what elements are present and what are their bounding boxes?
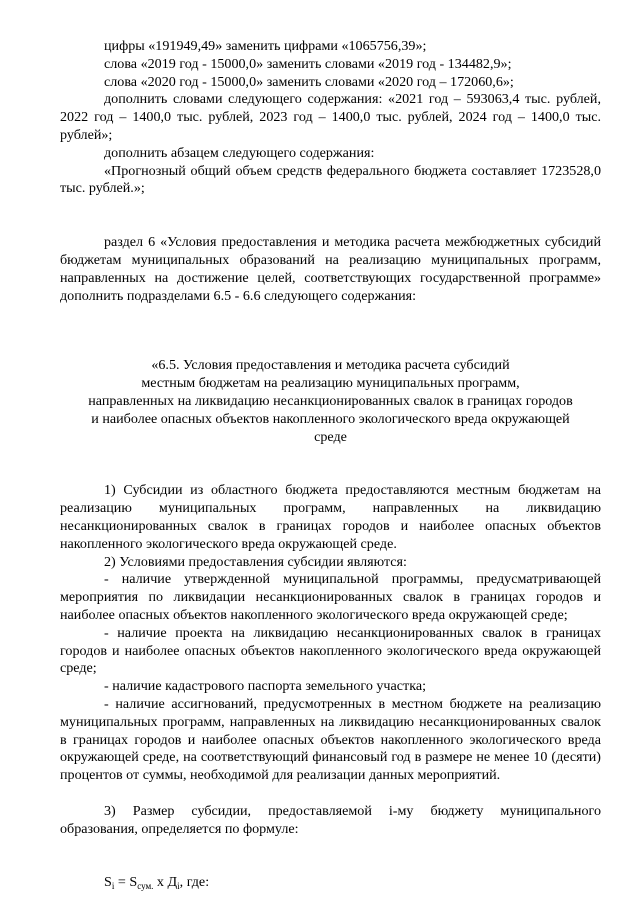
heading-line: и наиболее опасных объектов накопленного экологического вреда окружающей <box>91 410 570 427</box>
amend-federal-budget: «Прогнозный общий объем средств федерального бюджета составляет 1723528,0 тыс. рублей.»; <box>60 162 601 197</box>
section-6-amendment: раздел 6 «Условия предоставления и методика расчета межбюджетных субсидий бюджетам муниципальных образований на реализацию муниципальных программ, направленных на достижение целей, соответствующих государственной программе» дополнить подразделами 6.5 - 6.6 следующего содержания: <box>60 234 601 304</box>
heading-line: «6.5. Условия предоставления и методика расчета субсидий <box>151 357 510 374</box>
spacer <box>60 305 601 357</box>
amend-add-paragraph: дополнить абзацем следующего содержания: <box>104 144 375 161</box>
heading-line: среде <box>314 428 347 445</box>
document-page <box>60 38 601 892</box>
amend-2020: слова «2020 год - 15000,0» заменить словами «2020 год – 172060,6»; <box>104 73 514 90</box>
amend-years-extension: дополнить словами следующего содержания: «2021 год – 593063,4 тыс. рублей, 2022 год – 1400,0 тыс. рублей, 2023 год – 1400,0 тыс. рублей, 2024 год – 1400,0 тыс. рублей»; <box>60 91 601 143</box>
spacer <box>60 198 601 234</box>
clause-2-item: - наличие проекта на ликвидацию несанкционированных свалок в границах городов и наиболее опасных объектов накопленного экологического вреда окружающей среде; <box>60 624 601 677</box>
clause-2-item: - наличие утвержденной муниципальной программы, предусматривающей мероприятия по ликвидации несанкционированных свалок в границах городов и наиболее опасных объектов накопленного экологического вреда окружающей среде; <box>60 571 601 623</box>
heading-line: направленных на ликвидацию несанкционированных свалок в границах городов <box>88 392 573 409</box>
formula: $S_i = S_{сум.}$ х $Д_i$, где: <box>104 874 210 892</box>
amend-digits: цифры «191949,49» заменить цифрами «1065756,39»; <box>104 38 427 54</box>
clause-2: 2) Условиями предоставления субсидии являются: <box>104 553 407 570</box>
clause-2-item: - наличие ассигнований, предусмотренных в местном бюджете на реализацию муниципальных программ, направленных на ликвидацию несанкционированных свалок в границах городов и наиболее опасных объектов накопленного экологического вреда окружающей среде, на соответствующий финансовый год в размере не менее 10 (десяти) процентов от суммы, необходимой для реализации данных мероприятий. <box>60 695 601 784</box>
clause-3: 3) Размер субсидии, предоставляемой i-му бюджету муниципального образования, определяется по формуле: <box>60 802 601 837</box>
clause-1: 1) Субсидии из областного бюджета предоставляются местным бюджетам на реализацию муниципальных программ, направленных на ликвидацию несанкционированных свалок в границах городов и наиболее опасных объектов накопленного экологического вреда окружающей среде. <box>60 482 601 552</box>
heading-line: местным бюджетам на реализацию муниципальных программ, <box>141 375 520 392</box>
spacer <box>60 838 601 874</box>
spacer <box>60 785 601 803</box>
subsection-heading <box>60 357 601 446</box>
spacer <box>60 446 601 482</box>
amend-2019: слова «2019 год - 15000,0» заменить словами «2019 год - 134482,9»; <box>104 55 512 72</box>
clause-2-item: - наличие кадастрового паспорта земельного участка; <box>104 678 426 695</box>
